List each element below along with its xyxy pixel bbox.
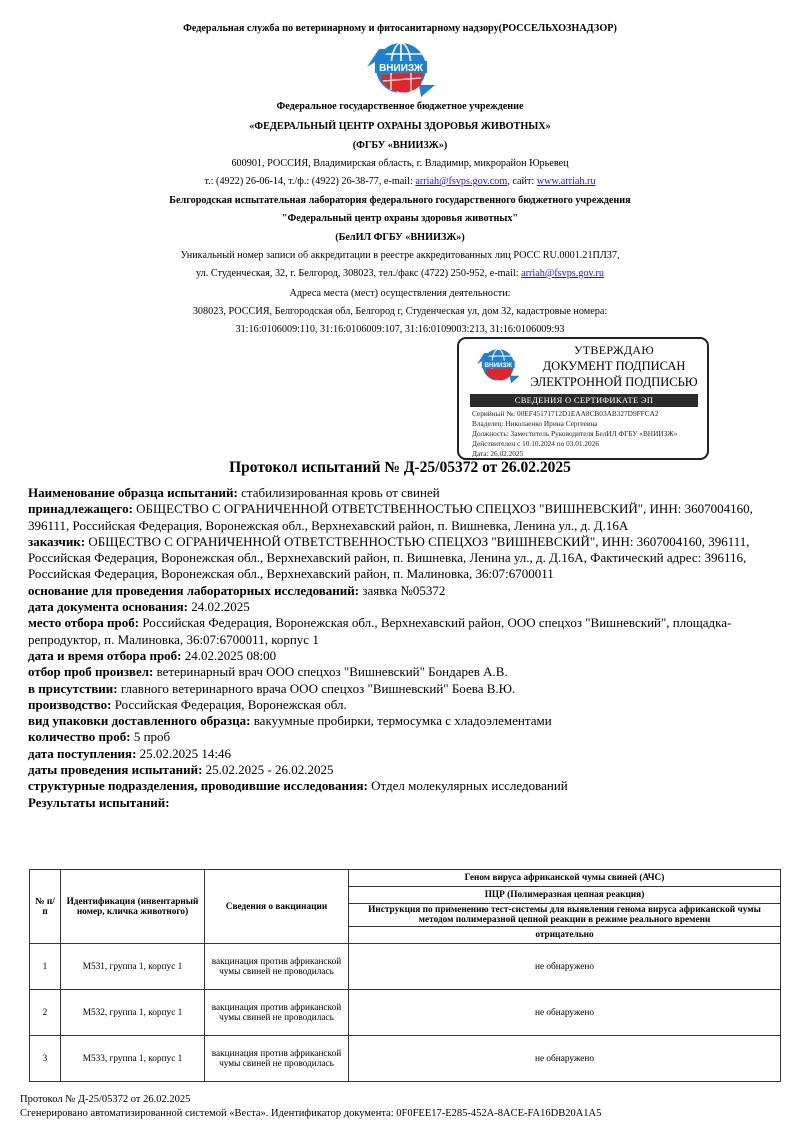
- stamp-date: Дата: 26.02.2025: [472, 449, 524, 458]
- table-row: [30, 990, 781, 1036]
- cell-id: M532, группа 1, корпус 1: [61, 990, 205, 1036]
- org-address: 600901, РОССИЯ, Владимирская область, г. Владимир, микрорайон Юрьевец: [231, 158, 569, 169]
- col-header-genome: Геном вируса африканской чумы свиней (АЧС): [349, 870, 781, 887]
- stamp-logo-text: ВНИИЗЖ: [484, 361, 513, 369]
- col-header-instruction: Инструкция по применению тест-системы для выявления генома вируса африканской чумы методом полимеразной цепной реакции в режиме реального времени: [349, 904, 781, 927]
- cell-vaccination: вакцинация против африканской чумы свиней не проводилась: [205, 990, 349, 1036]
- field-owner: принадлежащего: ОБЩЕСТВО С ОГРАНИЧЕННОЙ ОТВЕТСТВЕННОСТЬЮ СПЕЦХОЗ "ВИШНЕВСКИЙ", ИНН: 3607004160, 396111, Российская Федерация, Воронежская обл., Верхнехавский район, п. Вишневка, Ленина ул., д. Д.16А: [28, 501, 753, 533]
- field-sampled-by: отбор проб произвел: ветеринарный врач ООО спецхоз "Вишневский" Бондарев А.В.: [28, 664, 508, 680]
- field-received-date: дата поступления: 25.02.2025 14:46: [28, 745, 232, 761]
- cell-num: 2: [30, 990, 61, 1036]
- protocol-title: Протокол испытаний № Д-25/05372 от 26.02.2025: [229, 459, 571, 476]
- col-header-id: Идентификация (инвентарный номер, кличка животного): [61, 870, 205, 944]
- stamp-logo-icon: [473, 345, 521, 385]
- table-row: [30, 944, 781, 990]
- cell-id: M533, группа 1, корпус 1: [61, 1036, 205, 1082]
- col-header-vaccination: Сведения о вакцинации: [205, 870, 349, 944]
- lab-center: "Федеральный центр охраны здоровья животных": [281, 213, 519, 224]
- org-name: «ФЕДЕРАЛЬНЫЙ ЦЕНТР ОХРАНЫ ЗДОРОВЬЯ ЖИВОТНЫХ»: [249, 121, 551, 132]
- field-in-presence: в присутствии: главного ветеринарного врача ООО спецхоз "Вишневский" Боева В.Ю.: [28, 680, 516, 696]
- cell-id: M531, группа 1, корпус 1: [61, 944, 205, 990]
- lab-contacts-text: ул. Студенческая, 32, г. Белгород, 308023, тел./факс (4722) 250-952, e-mail:: [196, 268, 522, 279]
- field-sampling-datetime: дата и время отбора проб: 24.02.2025 08:00: [28, 647, 277, 663]
- stamp-line1: ДОКУМЕНТ ПОДПИСАН: [542, 359, 686, 373]
- results-heading: Результаты испытаний:: [28, 794, 170, 810]
- org-contacts: [0, 176, 800, 187]
- cell-num: 3: [30, 1036, 61, 1082]
- org-type: Федеральное государственное бюджетное учреждение: [276, 101, 524, 112]
- field-sample-name: Наименование образца испытаний: стабилизированная кровь от свиней: [28, 485, 440, 500]
- vniizzh-logo-icon: [361, 37, 437, 99]
- cell-result: не обнаружено: [349, 990, 781, 1036]
- stamp-approve: УТВЕРЖДАЮ: [573, 343, 655, 357]
- field-production: производство: Российская Федерация, Воронежская обл.: [28, 696, 347, 712]
- field-departments: структурные подразделения, проводившие исследования: Отдел молекулярных исследований: [28, 778, 568, 794]
- activity-heading: Адреса места (мест) осуществления деятельности:: [289, 288, 511, 299]
- col-header-num: № п/п: [30, 870, 61, 944]
- logo-text: ВНИИЗЖ: [379, 63, 423, 74]
- field-customer: заказчик: ОБЩЕСТВО С ОГРАНИЧЕННОЙ ОТВЕТСТВЕННОСТЬЮ СПЕЦХОЗ "ВИШНЕВСКИЙ", ИНН: 3607004160, 396111, Российская Федерация, Воронежская обл., Верхнехавский район, п. Вишневка, Ленина ул., д. Д.16А, Фактический адрес: 396116, Российская Федерация, Воронежская обл., Верхнехавский район, п. Малиновка, 36:07:6700011: [28, 533, 750, 582]
- stamp-serial: Серийный №: 00EF45171712D1EAA8CB03AB327D9FFCA2: [472, 409, 659, 418]
- cell-vaccination: вакцинация против африканской чумы свиней не проводилась: [205, 1036, 349, 1082]
- e-signature-stamp: [457, 337, 709, 460]
- cell-num: 1: [30, 944, 61, 990]
- field-testing-dates: даты проведения испытаний: 25.02.2025 - 26.02.2025: [28, 762, 334, 778]
- field-packaging: вид упаковки доставленного образца: вакуумные пробирки, термосумка с хладоэлементами: [28, 713, 552, 729]
- org-email-link[interactable]: arriah@fsvps.gov.com: [415, 176, 508, 187]
- lab-contacts: [0, 268, 800, 279]
- activity-address: 308023, РОССИЯ, Белгородская обл, Белгород г, Студенческая ул, дом 32, кадастровые номера:: [192, 306, 608, 317]
- field-sampling-place: место отбора проб: Российская Федерация, Воронежская обл., Верхнехавский район, ООО спецхоз "Вишневский", площадка-репродуктор, п. Малиновка, 36:07:6700011, корпус 1: [28, 615, 732, 647]
- protocol-fields: [28, 485, 778, 811]
- cell-result: не обнаружено: [349, 944, 781, 990]
- lab-name: Белгородская испытательная лаборатория федерального государственного бюджетного учреждения: [169, 195, 631, 206]
- stamp-owner: Владелец: Николаенко Ирина Сергеевна: [472, 419, 598, 428]
- stamp-line2: ЭЛЕКТРОННОЙ ПОДПИСЬЮ: [530, 375, 698, 389]
- accreditation: Уникальный номер записи об аккредитации в реестре аккредитованных лиц РОСС RU.0001.21ПЛ37,: [180, 250, 620, 261]
- stamp-cert-heading: СВЕДЕНИЯ О СЕРТИФИКАТЕ ЭП: [470, 394, 698, 407]
- page-footer: [20, 1093, 601, 1121]
- field-basis: основание для проведения лабораторных исследований: заявка №05372: [28, 582, 446, 598]
- cadastral-numbers: 31:16:0106009:110, 31:16:0106009:107, 31:16:0109003:213, 31:16:0106009:93: [235, 324, 565, 335]
- footer-generated-by: Сгенерировано автоматизированной системой «Веста». Идентификатор документа: 0F0FEE17-E285-452A-8ACE-FA16DB20A1A5: [20, 1108, 602, 1119]
- col-header-norm: отрицательно: [349, 927, 781, 944]
- org-short: (ФГБУ «ВНИИЗЖ»): [352, 140, 448, 151]
- lab-email-link[interactable]: arriah@fsvps.gov.ru: [521, 268, 604, 279]
- agency-name: Федеральная служба по ветеринарному и фитосанитарному надзору(РОССЕЛЬХОЗНАДЗОР): [183, 23, 617, 34]
- cell-result: не обнаружено: [349, 1036, 781, 1082]
- footer-protocol-ref: Протокол № Д-25/05372 от 26.02.2025: [20, 1094, 191, 1105]
- stamp-position: Должность: Заместитель Руководителя БелИЛ ФГБУ «ВНИИЗЖ»: [472, 429, 678, 438]
- col-header-method: ПЦР (Полимеразная цепная реакция): [349, 887, 781, 904]
- lab-short: (БелИЛ ФГБУ «ВНИИЗЖ»): [335, 232, 465, 243]
- contacts-site-label: , сайт:: [507, 176, 537, 187]
- contacts-phones: т.: (4922) 26-06-14, т./ф.: (4922) 26-38-77, e-mail:: [204, 176, 416, 187]
- results-table: [29, 869, 781, 1082]
- org-site-link[interactable]: www.arriah.ru: [536, 176, 596, 187]
- field-basis-date: дата документа основания: 24.02.2025: [28, 599, 250, 615]
- table-row: [30, 1036, 781, 1082]
- stamp-valid: Действителен с 10.10.2024 по 03.01.2026: [472, 439, 599, 448]
- cell-vaccination: вакцинация против африканской чумы свиней не проводилась: [205, 944, 349, 990]
- field-sample-count: количество проб: 5 проб: [28, 729, 171, 745]
